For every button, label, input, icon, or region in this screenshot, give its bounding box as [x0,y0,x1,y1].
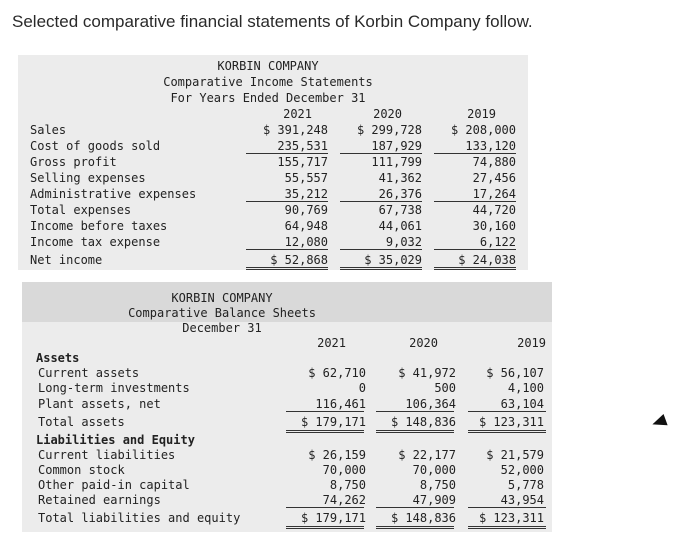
income-year-2020: 2020 [373,107,402,121]
assets-heading: Assets [36,351,80,365]
underline-rule [434,249,516,250]
balance-period: December 31 [182,321,262,335]
income-row-label: Income tax expense [30,235,161,249]
underline-rule [340,201,422,202]
income-cell-2019: 6,122 [479,235,516,249]
balance-cell-2019: $ 123,311 [478,415,544,429]
problem-intro: Selected comparative financial statements of Korbin Company follow. [12,12,533,31]
balance-sheet-panel [22,282,552,532]
balance-cell-2020: $ 41,972 [398,366,456,380]
underline-rule [434,201,516,202]
income-statement-panel [18,55,528,270]
income-cell-2019: $ 208,000 [450,123,516,137]
income-row-label: Net income [30,253,103,267]
income-cell-2019: 30,160 [472,219,516,233]
mouse-cursor-icon [650,414,667,430]
underline-rule [340,153,422,154]
balance-cell-2020: $ 148,836 [390,511,456,525]
balance-cell-2021: $ 62,710 [308,366,366,380]
income-row-label: Gross profit [30,155,117,169]
underline-rule [468,507,546,508]
underline-rule [340,249,422,250]
balance-cell-2021: 0 [358,381,366,395]
income-cell-2020: $ 299,728 [356,123,422,137]
balance-row-label: Total liabilities and equity [38,511,241,525]
balance-cell-2019: 4,100 [507,381,544,395]
balance-cell-2019: 63,104 [500,397,544,411]
balance-cell-2021: 74,262 [322,493,366,507]
income-year-2021: 2021 [283,107,312,121]
balance-cell-2019: 52,000 [500,463,544,477]
balance-cell-2020: 106,364 [405,397,456,411]
income-cell-2019: 27,456 [472,171,516,185]
balance-row-label: Long-term investments [38,381,190,395]
balance-cell-2020: 500 [434,381,456,395]
underline-rule [246,153,328,154]
income-cell-2021: 64,948 [284,219,328,233]
underline-rule [376,411,454,412]
income-cell-2020: $ 35,029 [364,253,422,267]
income-cell-2021: 155,717 [277,155,328,169]
income-cell-2020: 67,738 [378,203,422,217]
income-row-label: Income before taxes [30,219,168,233]
liabilities-equity-heading: Liabilities and Equity [36,433,195,447]
underline-rule [286,411,364,412]
balance-cell-2020: 70,000 [412,463,456,477]
balance-row-label: Current assets [38,366,140,380]
balance-year-2020: 2020 [409,336,438,350]
double-underline-rule [468,430,546,433]
income-cell-2021: $ 52,868 [270,253,328,267]
income-cell-2020: 9,032 [385,235,422,249]
balance-cell-2021: 116,461 [315,397,366,411]
balance-row-label: Current liabilities [38,448,176,462]
income-cell-2021: 55,557 [284,171,328,185]
balance-cell-2020: 8,750 [419,478,456,492]
income-cell-2019: 74,880 [472,155,516,169]
balance-cell-2021: $ 179,171 [300,511,366,525]
balance-cell-2021: 8,750 [329,478,366,492]
double-underline-rule [376,430,454,433]
double-underline-rule [286,526,364,529]
income-row-label: Selling expenses [30,171,146,185]
income-row-label: Sales [30,123,67,137]
income-cell-2019: $ 24,038 [458,253,516,267]
balance-company-name: KORBIN COMPANY [171,291,273,305]
income-cell-2020: 44,061 [378,219,422,233]
balance-cell-2021: $ 179,171 [300,415,366,429]
balance-cell-2021: $ 26,159 [308,448,366,462]
underline-rule [376,507,454,508]
income-cell-2021: 35,212 [284,187,328,201]
balance-row-label: Total assets [38,415,125,429]
balance-cell-2019: $ 21,579 [486,448,544,462]
income-cell-2021: $ 391,248 [262,123,328,137]
balance-row-label: Plant assets, net [38,397,161,411]
income-cell-2019: 44,720 [472,203,516,217]
income-cell-2021: 12,080 [284,235,328,249]
balance-cell-2021: 70,000 [322,463,366,477]
underline-rule [286,507,364,508]
underline-rule [434,153,516,154]
double-underline-rule [434,267,516,270]
balance-row-label: Retained earnings [38,493,161,507]
balance-year-2021: 2021 [317,336,346,350]
underline-rule [246,201,328,202]
balance-cell-2020: 47,909 [412,493,456,507]
income-cell-2021: 90,769 [284,203,328,217]
income-company-name: KORBIN COMPANY [217,59,319,73]
balance-cell-2020: $ 22,177 [398,448,456,462]
income-cell-2021: 235,531 [277,139,328,153]
income-row-label: Cost of goods sold [30,139,161,153]
double-underline-rule [286,430,364,433]
balance-row-label: Other paid-in capital [38,478,190,492]
double-underline-rule [246,267,328,270]
balance-cell-2019: 5,778 [507,478,544,492]
balance-cell-2019: $ 123,311 [478,511,544,525]
underline-rule [468,411,546,412]
balance-cell-2019: 43,954 [500,493,544,507]
income-cell-2020: 26,376 [378,187,422,201]
balance-year-2019: 2019 [517,336,546,350]
income-cell-2019: 17,264 [472,187,516,201]
double-underline-rule [468,526,546,529]
double-underline-rule [376,526,454,529]
balance-sheet-title: Comparative Balance Sheets [128,306,316,320]
underline-rule [246,249,328,250]
income-cell-2020: 41,362 [378,171,422,185]
double-underline-rule [340,267,422,270]
income-cell-2020: 187,929 [371,139,422,153]
balance-cell-2020: $ 148,836 [390,415,456,429]
balance-row-label: Common stock [38,463,125,477]
income-statement-title: Comparative Income Statements [163,75,373,89]
income-cell-2019: 133,120 [465,139,516,153]
income-year-2019: 2019 [467,107,496,121]
income-cell-2020: 111,799 [371,155,422,169]
income-row-label: Total expenses [30,203,132,217]
balance-cell-2019: $ 56,107 [486,366,544,380]
income-row-label: Administrative expenses [30,187,197,201]
income-period: For Years Ended December 31 [170,91,366,105]
